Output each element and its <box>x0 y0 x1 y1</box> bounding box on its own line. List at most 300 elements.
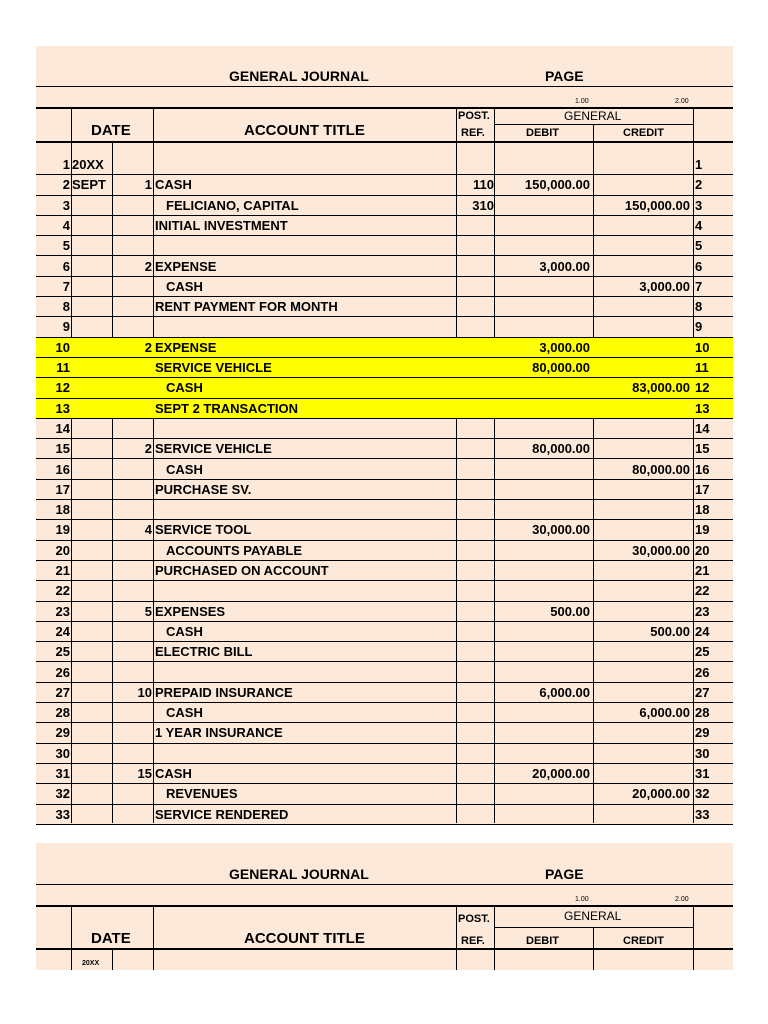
debit-amount: 80,000.00 <box>532 441 590 457</box>
debit-amount: 6,000.00 <box>539 684 590 700</box>
date-day: 2 <box>144 441 152 457</box>
post-ref <box>458 784 494 803</box>
column-code-debit: 1.00 <box>575 98 589 105</box>
post-ref <box>458 520 494 539</box>
account-title <box>155 419 455 438</box>
debit-amount <box>496 622 590 641</box>
post-ref <box>458 216 494 235</box>
credit-amount <box>596 500 690 519</box>
debit-amount <box>496 480 590 499</box>
credit-amount <box>596 764 690 783</box>
account-title <box>155 500 455 519</box>
date-day <box>114 744 152 763</box>
journal-title: GENERAL JOURNAL <box>229 68 369 84</box>
date-month <box>72 784 112 803</box>
debit-amount: 500.00 <box>550 603 590 619</box>
debit-amount <box>496 155 590 174</box>
journal-row <box>36 480 733 500</box>
page-label: PAGE <box>545 866 584 882</box>
grid-line <box>112 950 113 970</box>
row-number: 25 <box>55 644 70 660</box>
journal-row <box>36 744 733 764</box>
account-title: 1 YEAR INSURANCE <box>155 725 283 741</box>
row-number-right: 1 <box>695 157 703 172</box>
date-month <box>72 703 112 722</box>
row-number: 21 <box>55 563 70 578</box>
debit-amount <box>496 419 590 438</box>
credit-amount: 80,000.00 <box>632 461 690 477</box>
debit-amount <box>496 500 590 519</box>
row-number-right: 20 <box>695 542 710 558</box>
post-ref <box>458 663 494 682</box>
row-number-right: 7 <box>695 278 703 294</box>
row-number-right: 26 <box>695 664 710 680</box>
post-ref <box>458 744 494 763</box>
account-title: INITIAL INVESTMENT <box>155 217 288 233</box>
row-number: 33 <box>55 806 70 822</box>
post-ref <box>458 338 494 357</box>
account-title: PURCHASE SV. <box>155 481 252 497</box>
row-number-right: 2 <box>695 177 703 193</box>
row-number-right: 6 <box>695 258 703 274</box>
account-title <box>155 155 455 174</box>
row-number-right: 28 <box>695 705 710 721</box>
journal-row <box>36 541 733 561</box>
debit-amount <box>496 297 590 316</box>
row-number-right: 29 <box>695 725 710 741</box>
row-number: 31 <box>55 766 70 781</box>
debit-amount <box>496 805 590 824</box>
journal-title: GENERAL JOURNAL <box>229 866 369 882</box>
date-day <box>114 277 152 296</box>
post-ref <box>458 378 494 397</box>
post-ref <box>458 297 494 316</box>
row-number-right: 21 <box>695 563 710 578</box>
date-day <box>114 561 152 580</box>
first-row-year: 20XX <box>82 960 100 967</box>
debit-amount <box>496 378 590 397</box>
account-title-header: ACCOUNT TITLE <box>244 122 365 139</box>
row-number: 24 <box>55 623 70 639</box>
date-day <box>114 480 152 499</box>
credit-amount: 3,000.00 <box>639 278 690 294</box>
post-ref <box>458 358 494 377</box>
row-number-right: 22 <box>695 583 710 599</box>
journal-row <box>36 317 733 337</box>
credit-amount: 500.00 <box>650 623 690 639</box>
journal-row <box>36 460 733 480</box>
post-ref <box>458 642 494 661</box>
row-number: 12 <box>55 380 70 396</box>
debit-amount <box>496 460 590 479</box>
date-day <box>114 622 152 641</box>
row-number-right: 24 <box>695 623 710 639</box>
account-title <box>155 663 455 682</box>
grid-line <box>456 907 457 970</box>
general-label: GENERAL <box>564 909 622 923</box>
date-header: DATE <box>91 930 131 947</box>
debit-amount: 80,000.00 <box>532 360 590 375</box>
row-number: 23 <box>55 603 70 619</box>
date-day <box>114 784 152 803</box>
date-month <box>72 297 112 316</box>
date-day: 4 <box>144 522 152 538</box>
account-title: CASH <box>166 623 203 639</box>
debit-amount: 20,000.00 <box>532 766 590 781</box>
account-title: EXPENSES <box>155 603 226 619</box>
post-ref <box>458 236 494 255</box>
ref-label: REF. <box>461 127 485 139</box>
account-title: EXPENSE <box>155 258 217 274</box>
credit-amount: 20,000.00 <box>632 786 690 802</box>
post-label: POST. <box>458 913 490 925</box>
debit-amount: 3,000.00 <box>539 339 590 355</box>
date-month: SEPT <box>72 177 106 193</box>
journal-row <box>36 439 733 459</box>
journal-sheet-1 <box>36 46 733 825</box>
credit-amount <box>596 155 690 174</box>
account-title: SEPT 2 TRANSACTION <box>155 400 299 416</box>
account-title <box>155 744 455 763</box>
date-month <box>72 723 112 742</box>
journal-row <box>36 155 733 175</box>
row-number: 27 <box>55 684 70 700</box>
credit-amount <box>596 358 690 377</box>
row-number: 26 <box>55 664 70 680</box>
grid-line <box>494 907 495 970</box>
post-ref <box>458 480 494 499</box>
row-number-right: 9 <box>695 319 703 335</box>
debit-amount: 3,000.00 <box>539 258 590 274</box>
post-ref <box>458 277 494 296</box>
journal-row <box>36 622 733 642</box>
post-ref <box>458 723 494 742</box>
date-day <box>114 155 152 174</box>
debit-amount <box>496 399 590 418</box>
account-title <box>155 581 455 600</box>
account-title: CASH <box>166 461 203 477</box>
date-day: 1 <box>144 177 152 193</box>
date-day <box>114 663 152 682</box>
row-number: 30 <box>55 745 70 761</box>
row-number: 1 <box>62 157 70 172</box>
debit-amount <box>496 744 590 763</box>
post-ref <box>458 805 494 824</box>
date-day <box>114 358 152 377</box>
account-title: SERVICE TOOL <box>155 522 252 538</box>
account-title <box>155 236 455 255</box>
row-number: 4 <box>62 217 70 233</box>
account-title: FELICIANO, CAPITAL <box>166 197 299 213</box>
credit-amount <box>596 805 690 824</box>
debit-amount: 150,000.00 <box>524 177 590 193</box>
grid-line <box>693 907 694 970</box>
credit-amount <box>596 419 690 438</box>
row-number: 14 <box>55 420 70 436</box>
row-number: 16 <box>55 461 70 477</box>
journal-row <box>36 561 733 581</box>
debit-amount <box>496 317 590 336</box>
grid-line <box>71 907 72 970</box>
debit-amount <box>496 277 590 296</box>
date-month <box>72 399 112 418</box>
grid-line <box>153 907 154 970</box>
journal-row <box>36 277 733 297</box>
credit-header: CREDIT <box>623 935 664 947</box>
journal-row <box>36 297 733 317</box>
journal-row <box>36 703 733 723</box>
row-number-right: 33 <box>695 806 710 822</box>
journal-row <box>36 196 733 216</box>
row-number: 19 <box>55 522 70 538</box>
row-number: 32 <box>55 786 70 802</box>
row-number: 28 <box>55 705 70 721</box>
row-number-right: 27 <box>695 684 710 700</box>
row-number-right: 19 <box>695 522 710 538</box>
account-title: ELECTRIC BILL <box>155 644 253 660</box>
column-code-debit: 1.00 <box>575 896 589 903</box>
date-day <box>114 216 152 235</box>
date-month <box>72 277 112 296</box>
credit-amount: 30,000.00 <box>632 542 690 558</box>
row-number-right: 17 <box>695 481 710 497</box>
row-number: 29 <box>55 725 70 741</box>
account-title: EXPENSE <box>155 339 217 355</box>
journal-row <box>36 175 733 195</box>
journal-row <box>36 399 733 419</box>
journal-row <box>36 338 733 358</box>
row-number: 22 <box>55 583 70 599</box>
divider <box>36 884 733 885</box>
date-day: 10 <box>137 684 152 700</box>
header-top-border <box>36 905 733 907</box>
post-ref: 110 <box>473 177 494 193</box>
row-number: 13 <box>55 400 70 416</box>
page-label: PAGE <box>545 68 584 84</box>
date-day <box>114 419 152 438</box>
journal-row <box>36 358 733 378</box>
credit-amount <box>596 520 690 539</box>
credit-amount: 150,000.00 <box>624 197 690 213</box>
date-day <box>114 317 152 336</box>
row-number: 20 <box>55 542 70 558</box>
journal-row <box>36 257 733 277</box>
account-title-header: ACCOUNT TITLE <box>244 930 365 947</box>
account-title: SERVICE RENDERED <box>155 806 289 822</box>
row-number-right: 13 <box>695 400 710 416</box>
date-month <box>72 642 112 661</box>
credit-amount <box>596 338 690 357</box>
row-number-right: 31 <box>695 766 710 781</box>
post-ref <box>458 703 494 722</box>
date-month <box>72 805 112 824</box>
post-ref: 310 <box>472 197 494 213</box>
post-ref <box>458 439 494 458</box>
journal-row <box>36 764 733 784</box>
date-month <box>72 358 112 377</box>
credit-amount <box>596 581 690 600</box>
date-day <box>114 541 152 560</box>
row-number: 5 <box>62 238 70 254</box>
row-number-right: 23 <box>695 603 710 619</box>
header-bottom-border <box>36 948 733 950</box>
row-number-right: 30 <box>695 745 710 761</box>
date-month <box>72 216 112 235</box>
date-month <box>72 480 112 499</box>
debit-header: DEBIT <box>526 935 559 947</box>
journal-row <box>36 683 733 703</box>
post-ref <box>458 622 494 641</box>
account-title: CASH <box>166 380 203 396</box>
date-month <box>72 196 112 215</box>
date-day <box>114 805 152 824</box>
post-ref <box>458 581 494 600</box>
debit-amount <box>496 723 590 742</box>
row-number: 10 <box>55 339 70 355</box>
row-number: 6 <box>62 258 70 274</box>
credit-amount <box>596 723 690 742</box>
row-number: 17 <box>55 481 70 497</box>
grid-line <box>593 928 594 970</box>
row-number-right: 15 <box>695 441 710 457</box>
post-ref <box>458 500 494 519</box>
date-month <box>72 581 112 600</box>
date-header: DATE <box>91 122 131 139</box>
post-ref <box>458 683 494 702</box>
post-ref <box>458 764 494 783</box>
journal-row <box>36 419 733 439</box>
date-month <box>72 663 112 682</box>
date-month <box>72 236 112 255</box>
journal-row <box>36 500 733 520</box>
date-day <box>114 236 152 255</box>
row-number-right: 5 <box>695 238 703 254</box>
debit-amount <box>496 784 590 803</box>
row-number-right: 16 <box>695 461 710 477</box>
account-title: CASH <box>155 177 192 193</box>
post-ref <box>458 419 494 438</box>
row-number-right: 3 <box>695 197 703 213</box>
debit-amount <box>496 236 590 255</box>
post-ref <box>458 541 494 560</box>
post-ref <box>458 399 494 418</box>
date-day: 2 <box>144 339 152 355</box>
ref-label: REF. <box>461 935 485 947</box>
row-number-right: 4 <box>695 217 703 233</box>
credit-amount <box>596 642 690 661</box>
post-ref <box>458 155 494 174</box>
header-bottom-border <box>36 141 733 143</box>
row-number: 18 <box>55 502 70 518</box>
date-month <box>72 317 112 336</box>
account-title: PREPAID INSURANCE <box>155 684 293 700</box>
date-month <box>72 500 112 519</box>
divider <box>36 86 733 87</box>
post-ref <box>458 561 494 580</box>
debit-amount <box>496 541 590 560</box>
credit-header: CREDIT <box>623 127 664 139</box>
row-number-right: 32 <box>695 786 710 802</box>
account-title: REVENUES <box>166 786 238 802</box>
post-ref <box>458 602 494 621</box>
date-month <box>72 541 112 560</box>
row-number: 11 <box>56 360 70 375</box>
row-number: 9 <box>62 319 70 335</box>
credit-amount <box>596 602 690 621</box>
account-title: CASH <box>166 278 203 294</box>
credit-amount <box>596 317 690 336</box>
row-number-right: 14 <box>695 420 710 436</box>
account-title <box>155 317 455 336</box>
account-title: CASH <box>155 766 192 781</box>
debit-amount <box>496 216 590 235</box>
debit-amount <box>496 581 590 600</box>
journal-row <box>36 520 733 540</box>
journal-row <box>36 642 733 662</box>
date-day: 2 <box>144 258 152 274</box>
header-top-border <box>36 107 733 109</box>
column-code-credit: 2.00 <box>675 896 689 903</box>
date-day <box>114 297 152 316</box>
row-number-right: 25 <box>695 644 710 660</box>
date-month <box>72 257 112 276</box>
journal-row <box>36 602 733 622</box>
date-month <box>72 561 112 580</box>
credit-amount: 83,000.00 <box>632 380 690 396</box>
journal-row <box>36 784 733 804</box>
date-day <box>114 723 152 742</box>
journal-row <box>36 723 733 743</box>
credit-amount <box>596 744 690 763</box>
general-label: GENERAL <box>564 109 622 123</box>
account-title: SERVICE VEHICLE <box>155 441 272 457</box>
date-month <box>72 744 112 763</box>
post-ref <box>458 317 494 336</box>
date-month <box>72 419 112 438</box>
row-number: 15 <box>55 441 70 457</box>
debit-amount <box>496 703 590 722</box>
date-month <box>72 439 112 458</box>
date-day <box>114 642 152 661</box>
credit-amount <box>596 257 690 276</box>
date-month <box>72 378 112 397</box>
journal-row <box>36 581 733 601</box>
date-month <box>72 338 112 357</box>
date-month <box>72 460 112 479</box>
credit-amount <box>596 663 690 682</box>
column-code-credit: 2.00 <box>675 98 689 105</box>
row-number: 8 <box>62 299 70 315</box>
post-ref <box>458 257 494 276</box>
row-number-right: 18 <box>695 502 710 518</box>
credit-amount <box>596 683 690 702</box>
row-number-right: 10 <box>695 339 710 355</box>
date-day <box>114 378 152 397</box>
debit-amount <box>496 663 590 682</box>
date-month <box>72 602 112 621</box>
credit-amount <box>596 399 690 418</box>
date-month <box>72 764 112 783</box>
debit-amount <box>496 561 590 580</box>
credit-amount <box>596 439 690 458</box>
date-day <box>114 581 152 600</box>
credit-amount <box>596 236 690 255</box>
date-day <box>114 500 152 519</box>
account-title: SERVICE VEHICLE <box>155 360 272 375</box>
journal-row <box>36 236 733 256</box>
row-number: 7 <box>62 278 70 294</box>
date-day: 15 <box>137 766 152 781</box>
